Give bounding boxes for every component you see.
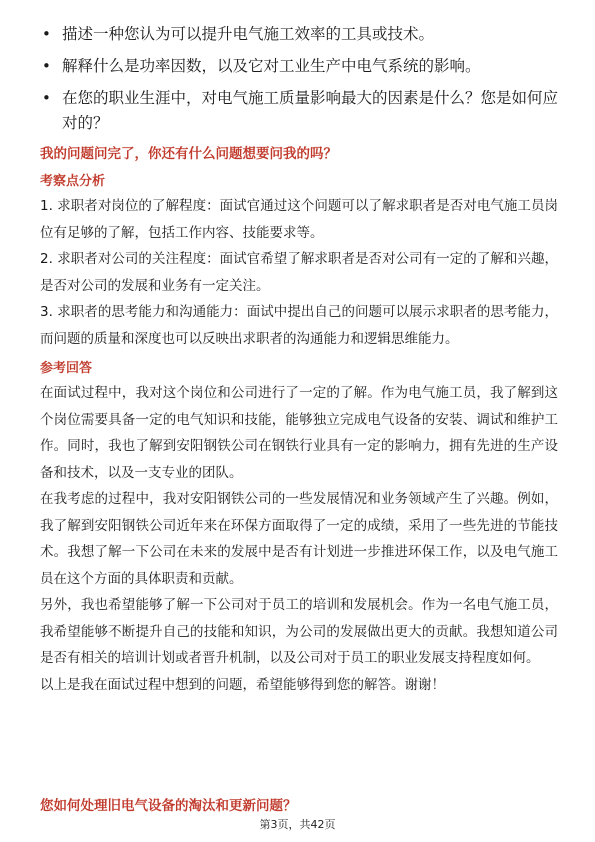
page-number: 第3页，共42页 <box>259 818 336 831</box>
bullet-item <box>42 54 562 79</box>
answer-paragraph: 以上是我在面试过程中想到的问题，希望能够得到您的解答。谢谢！ <box>40 676 445 693</box>
next-question-heading: 您如何处理旧电气设备的淘汰和更新问题？ <box>40 798 297 814</box>
question-bullet-list <box>42 22 562 143</box>
answer-heading: 参考回答 <box>40 361 93 376</box>
analysis-point: 2. 求职者对公司的关注程度：面试官希望了解求职者是否对公司有一定的了解和兴趣，是否对公司的发展和业务有一定关注。 <box>40 251 558 294</box>
analysis-heading: 考察点分析 <box>40 174 106 189</box>
bullet-text: 描述一种您认为可以提升电气施工效率的工具或技术。 <box>62 25 435 43</box>
bullet-icon: • <box>42 25 51 43</box>
question-section <box>40 143 558 698</box>
bullet-item <box>42 22 562 47</box>
question-heading: 我的问题问完了，你还有什么问题想要问我的吗？ <box>40 146 337 162</box>
bullet-text: 解释什么是功率因数，以及它对工业生产中电气系统的影响。 <box>62 57 481 75</box>
analysis-point: 3. 求职者的思考能力和沟通能力：面试中提出自己的问题可以展示求职者的思考能力，而问题的质量和深度也可以反映出求职者的沟通能力和逻辑思维能力。 <box>40 304 558 347</box>
bullet-icon: • <box>42 89 51 107</box>
bullet-icon: • <box>42 57 51 75</box>
answer-paragraph: 在我考虑的过程中，我对安阳钢铁公司的一些发展情况和业务领域产生了兴趣。例如，我了解到安阳钢铁公司近年来在环保方面取得了一定的成绩，采用了一些先进的节能技术。我想了解一下公司在未来的发展中是否有计划进一步推进环保工作，以及电气施工员在这个方面的具体职责和贡献。 <box>40 491 558 587</box>
bullet-text: 在您的职业生涯中，对电气施工质量影响最大的因素是什么？您是如何应对的？ <box>62 89 559 132</box>
analysis-point: 1. 求职者对岗位的了解程度：面试官通过这个问题可以了解求职者是否对电气施工员岗位有足够的了解，包括工作内容、技能要求等。 <box>40 198 558 241</box>
bullet-item <box>42 86 562 136</box>
answer-paragraph: 另外，我也希望能够了解一下公司对于员工的培训和发展机会。作为一名电气施工员，我希望能够不断提升自己的技能和知识，为公司的发展做出更大的贡献。我想知道公司是否有相关的培训计划或者晋升机制，以及公司对于员工的职业发展支持程度如何。 <box>40 597 558 666</box>
answer-paragraph: 在面试过程中，我对这个岗位和公司进行了一定的了解。作为电气施工员，我了解到这个岗位需要具备一定的电气知识和技能，能够独立完成电气设备的安装、调试和维护工作。同时，我也了解到安阳钢铁公司在钢铁行业具有一定的影响力，拥有先进的生产设备和技术，以及一支专业的团队。 <box>40 385 558 481</box>
